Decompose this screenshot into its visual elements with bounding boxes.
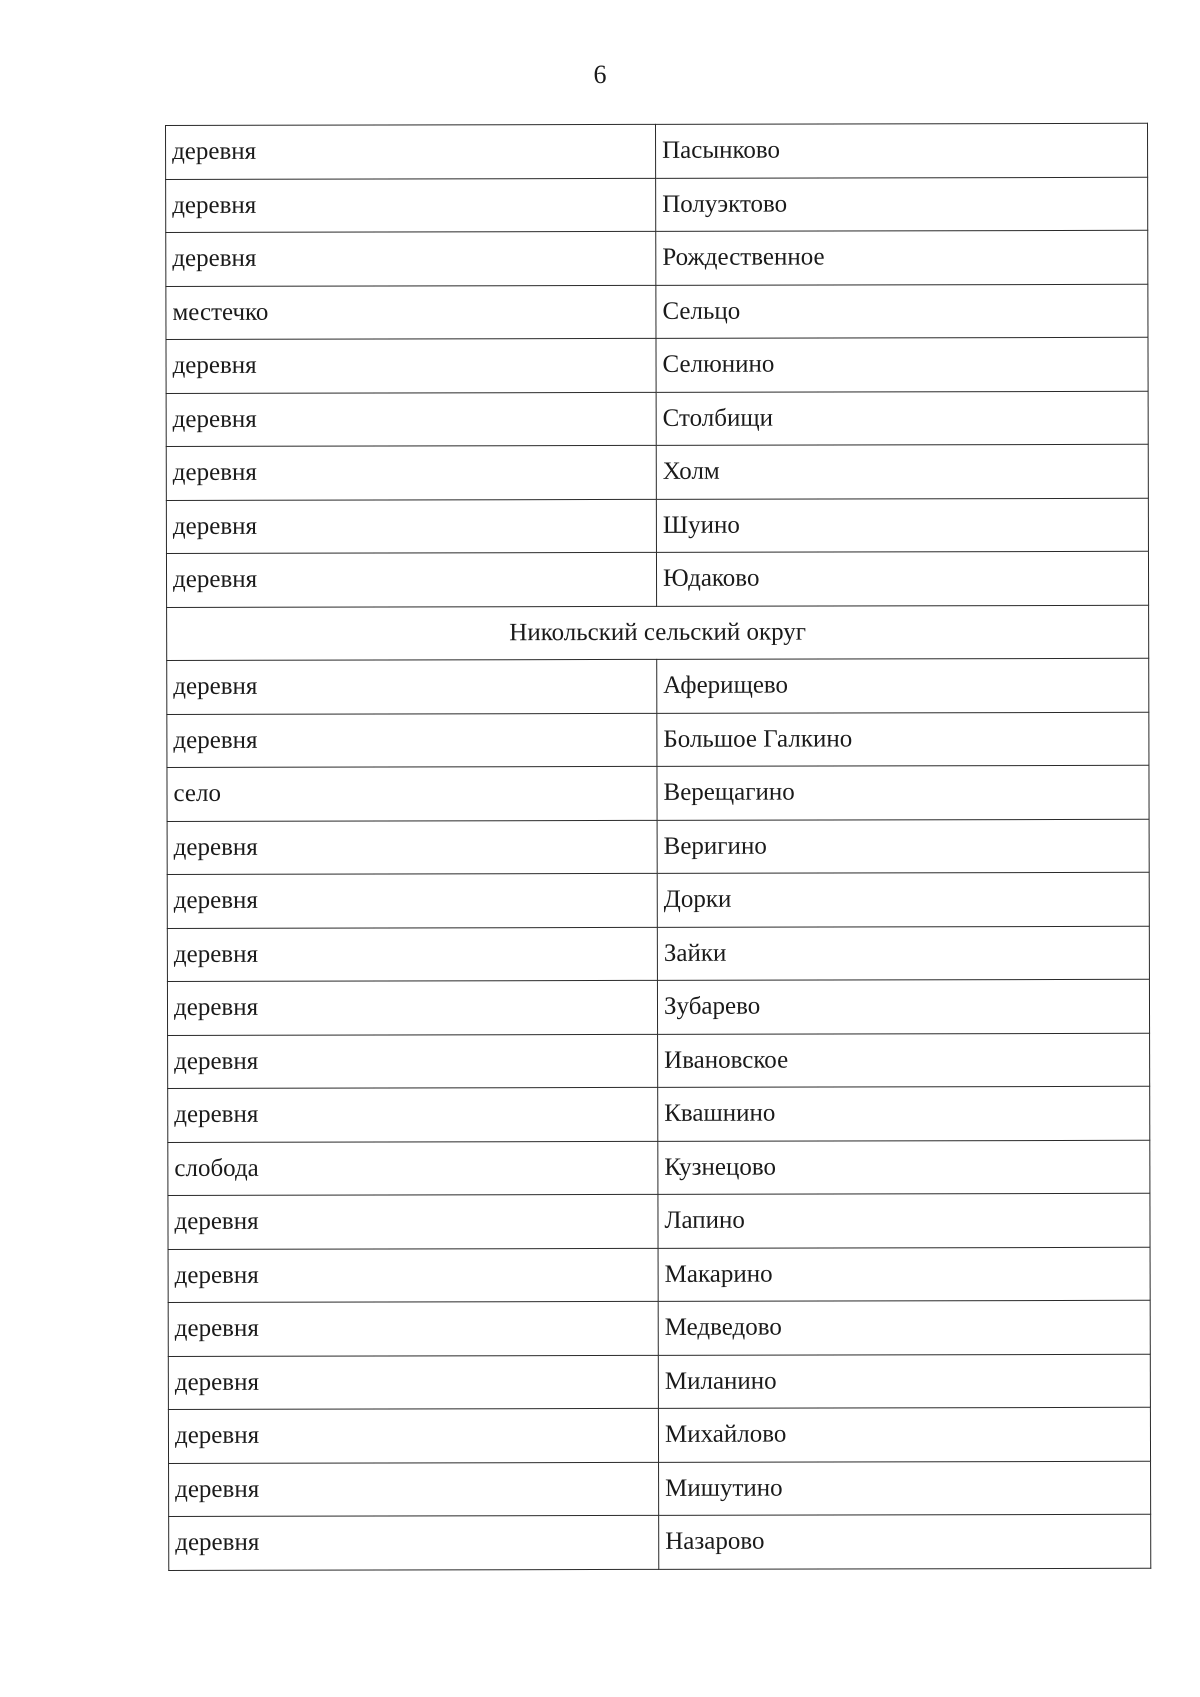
table-row [166, 284, 1148, 340]
settlement-name-cell: Селюнино [656, 337, 1148, 392]
settlement-type-cell: деревня [167, 927, 657, 982]
settlement-name-cell: Пасынково [655, 123, 1147, 178]
settlement-type-cell: деревня [167, 713, 657, 768]
table-row [166, 177, 1148, 233]
settlement-type-cell: деревня [166, 392, 656, 447]
settlements-table-body [166, 123, 1151, 1570]
settlement-type-cell: деревня [168, 1408, 658, 1463]
table-row [167, 979, 1149, 1035]
settlement-type-cell: слобода [168, 1141, 658, 1196]
settlement-name-cell: Лапино [658, 1193, 1150, 1248]
page-number: 6 [593, 60, 607, 89]
settlement-name-cell: Зайки [657, 926, 1149, 981]
settlement-type-cell: деревня [166, 124, 656, 179]
settlement-name-cell: Рождественное [656, 230, 1148, 285]
settlement-name-cell: Назарово [659, 1514, 1151, 1569]
table-row [166, 337, 1148, 393]
table-row [168, 1247, 1150, 1303]
settlement-type-cell: деревня [167, 820, 657, 875]
table-row [168, 1140, 1150, 1196]
table-row [166, 498, 1148, 554]
settlement-type-cell: деревня [167, 873, 657, 928]
table-row [169, 1514, 1151, 1570]
settlement-type-cell: деревня [169, 1515, 659, 1570]
settlement-type-cell: деревня [168, 1355, 658, 1410]
settlement-name-cell: Зубарево [657, 979, 1149, 1034]
settlement-type-cell: деревня [169, 1462, 659, 1517]
settlement-type-cell: деревня [167, 980, 657, 1035]
settlement-name-cell: Веригино [657, 819, 1149, 874]
table-row [167, 765, 1149, 821]
settlement-type-cell: деревня [166, 231, 656, 286]
settlement-name-cell: Ивановское [658, 1033, 1150, 1088]
settlement-name-cell: Аферищево [657, 658, 1149, 713]
settlement-name-cell: Дорки [657, 872, 1149, 927]
settlement-type-cell: деревня [168, 1301, 658, 1356]
table-row [169, 1461, 1151, 1517]
table-row [168, 1300, 1150, 1356]
settlement-name-cell: Холм [656, 444, 1148, 499]
table-row [168, 1354, 1150, 1410]
settlement-type-cell: деревня [166, 338, 656, 393]
table-row [167, 658, 1149, 714]
settlement-name-cell: Медведово [658, 1300, 1150, 1355]
table-row [166, 123, 1148, 179]
settlement-name-cell: Кузнецово [658, 1140, 1150, 1195]
settlement-type-cell: деревня [167, 659, 657, 714]
settlement-type-cell: деревня [166, 178, 656, 233]
table-row [168, 1086, 1150, 1142]
table-row [168, 1193, 1150, 1249]
settlement-type-cell: деревня [168, 1034, 658, 1089]
settlement-type-cell: деревня [166, 445, 656, 500]
settlement-name-cell: Столбищи [656, 391, 1148, 446]
settlement-type-cell: деревня [166, 552, 656, 607]
settlement-name-cell: Макарино [658, 1247, 1150, 1302]
settlement-type-cell: деревня [166, 499, 656, 554]
settlement-name-cell: Квашнино [658, 1086, 1150, 1141]
settlement-type-cell: деревня [168, 1194, 658, 1249]
settlement-name-cell: Шуино [656, 498, 1148, 553]
section-heading-row [167, 605, 1149, 661]
settlement-name-cell: Верещагино [657, 765, 1149, 820]
settlement-name-cell: Сельцо [656, 284, 1148, 339]
table-row [168, 1033, 1150, 1089]
settlement-name-cell: Михайлово [658, 1407, 1150, 1462]
table-row [166, 444, 1148, 500]
table-row [166, 391, 1148, 447]
table-row [167, 926, 1149, 982]
settlement-type-cell: деревня [168, 1248, 658, 1303]
table-row [167, 872, 1149, 928]
settlement-name-cell: Большое Галкино [657, 712, 1149, 767]
table-row [167, 712, 1149, 768]
settlement-type-cell: деревня [168, 1087, 658, 1142]
settlements-table [165, 123, 1151, 1571]
table-row [166, 551, 1148, 607]
settlement-type-cell: местечко [166, 285, 656, 340]
settlement-name-cell: Мишутино [659, 1461, 1151, 1516]
settlement-name-cell: Юдаково [656, 551, 1148, 606]
table-row [168, 1407, 1150, 1463]
settlement-name-cell: Полуэктово [656, 177, 1148, 232]
table-row [167, 819, 1149, 875]
settlement-type-cell: село [167, 766, 657, 821]
table-row [166, 230, 1148, 286]
settlement-name-cell: Миланино [658, 1354, 1150, 1409]
section-heading: Никольский сельский округ [167, 605, 1149, 661]
